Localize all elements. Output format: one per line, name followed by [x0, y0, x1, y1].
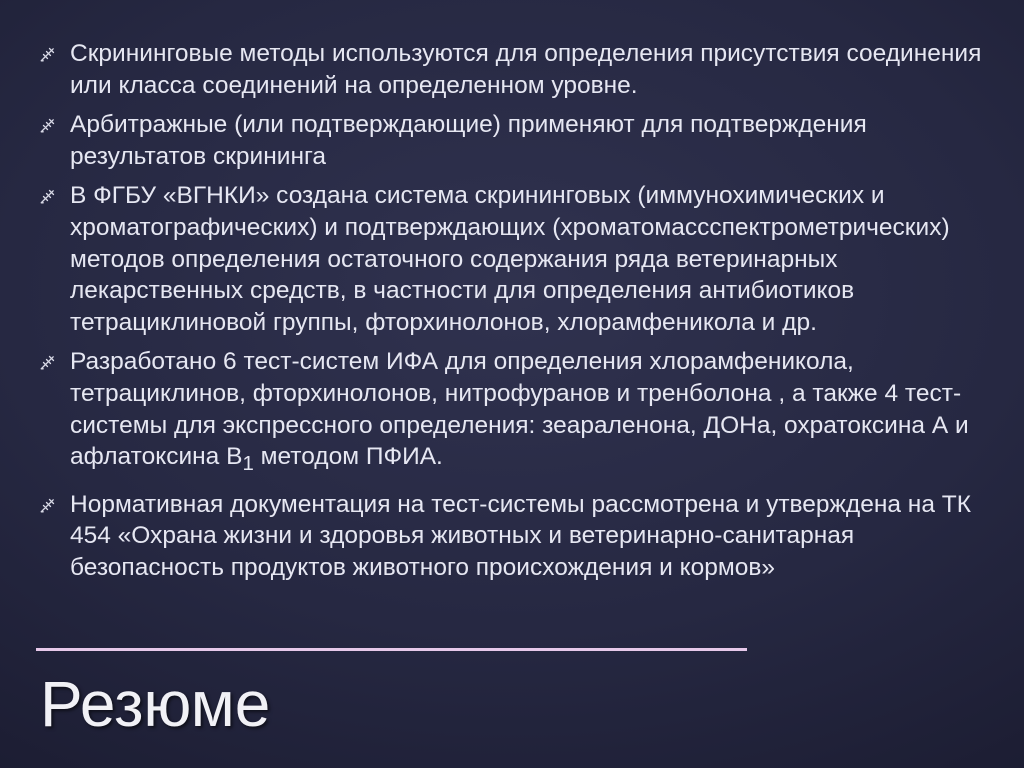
bullet-text: Скрининговые методы используются для определения присутствия соединения или класса соединений на определенном уровне.	[70, 40, 982, 99]
slide-title: Резюме	[40, 668, 271, 740]
subscript: 1	[242, 453, 254, 476]
bullet-text: В ФГБУ «ВГНКИ» создана система скрининговых (иммунохимических и хроматографических) и подтверждающих (хроматомассспектрометрических) методов определения остаточного содержания ряда ветеринарных лекарственных средств, в частности для определения антибиотиков тетрациклиновой группы, фторхинолонов, хлорамфеникола и др.	[70, 182, 950, 336]
feather-pen-icon	[40, 189, 55, 204]
bullet-text: Нормативная документация на тест-системы рассмотрена и утверждена на ТК 454 «Охрана жизни и здоровья животных и ветеринарно-санитарная безопасность продуктов животного происхождения и кормов»	[70, 490, 972, 581]
feather-pen-icon	[40, 355, 55, 370]
bullet-text-after: методом ПФИА.	[253, 443, 443, 471]
bullet-item	[36, 109, 996, 172]
bullet-item	[36, 489, 996, 584]
feather-pen-icon	[40, 118, 55, 133]
title-divider	[36, 648, 747, 651]
bullet-text	[70, 348, 969, 476]
feather-pen-icon	[40, 498, 55, 513]
bullet-text-main: Разработано 6 тест-систем ИФА для определения хлорамфеникола, тетрациклинов, фторхинолонов, нитрофуранов и тренболона , а также 4 тест-системы для экспрессного определения: зеараленона, ДОНа, охратоксина А и афлатоксина В	[70, 348, 969, 471]
bullet-text: Арбитражные (или подтверждающие) применяют для подтверждения результатов скрининга	[70, 111, 867, 170]
slide-body	[36, 38, 996, 591]
bullet-item	[36, 180, 996, 338]
bullet-item	[36, 38, 996, 101]
bullet-item	[36, 346, 996, 480]
feather-pen-icon	[40, 47, 55, 62]
